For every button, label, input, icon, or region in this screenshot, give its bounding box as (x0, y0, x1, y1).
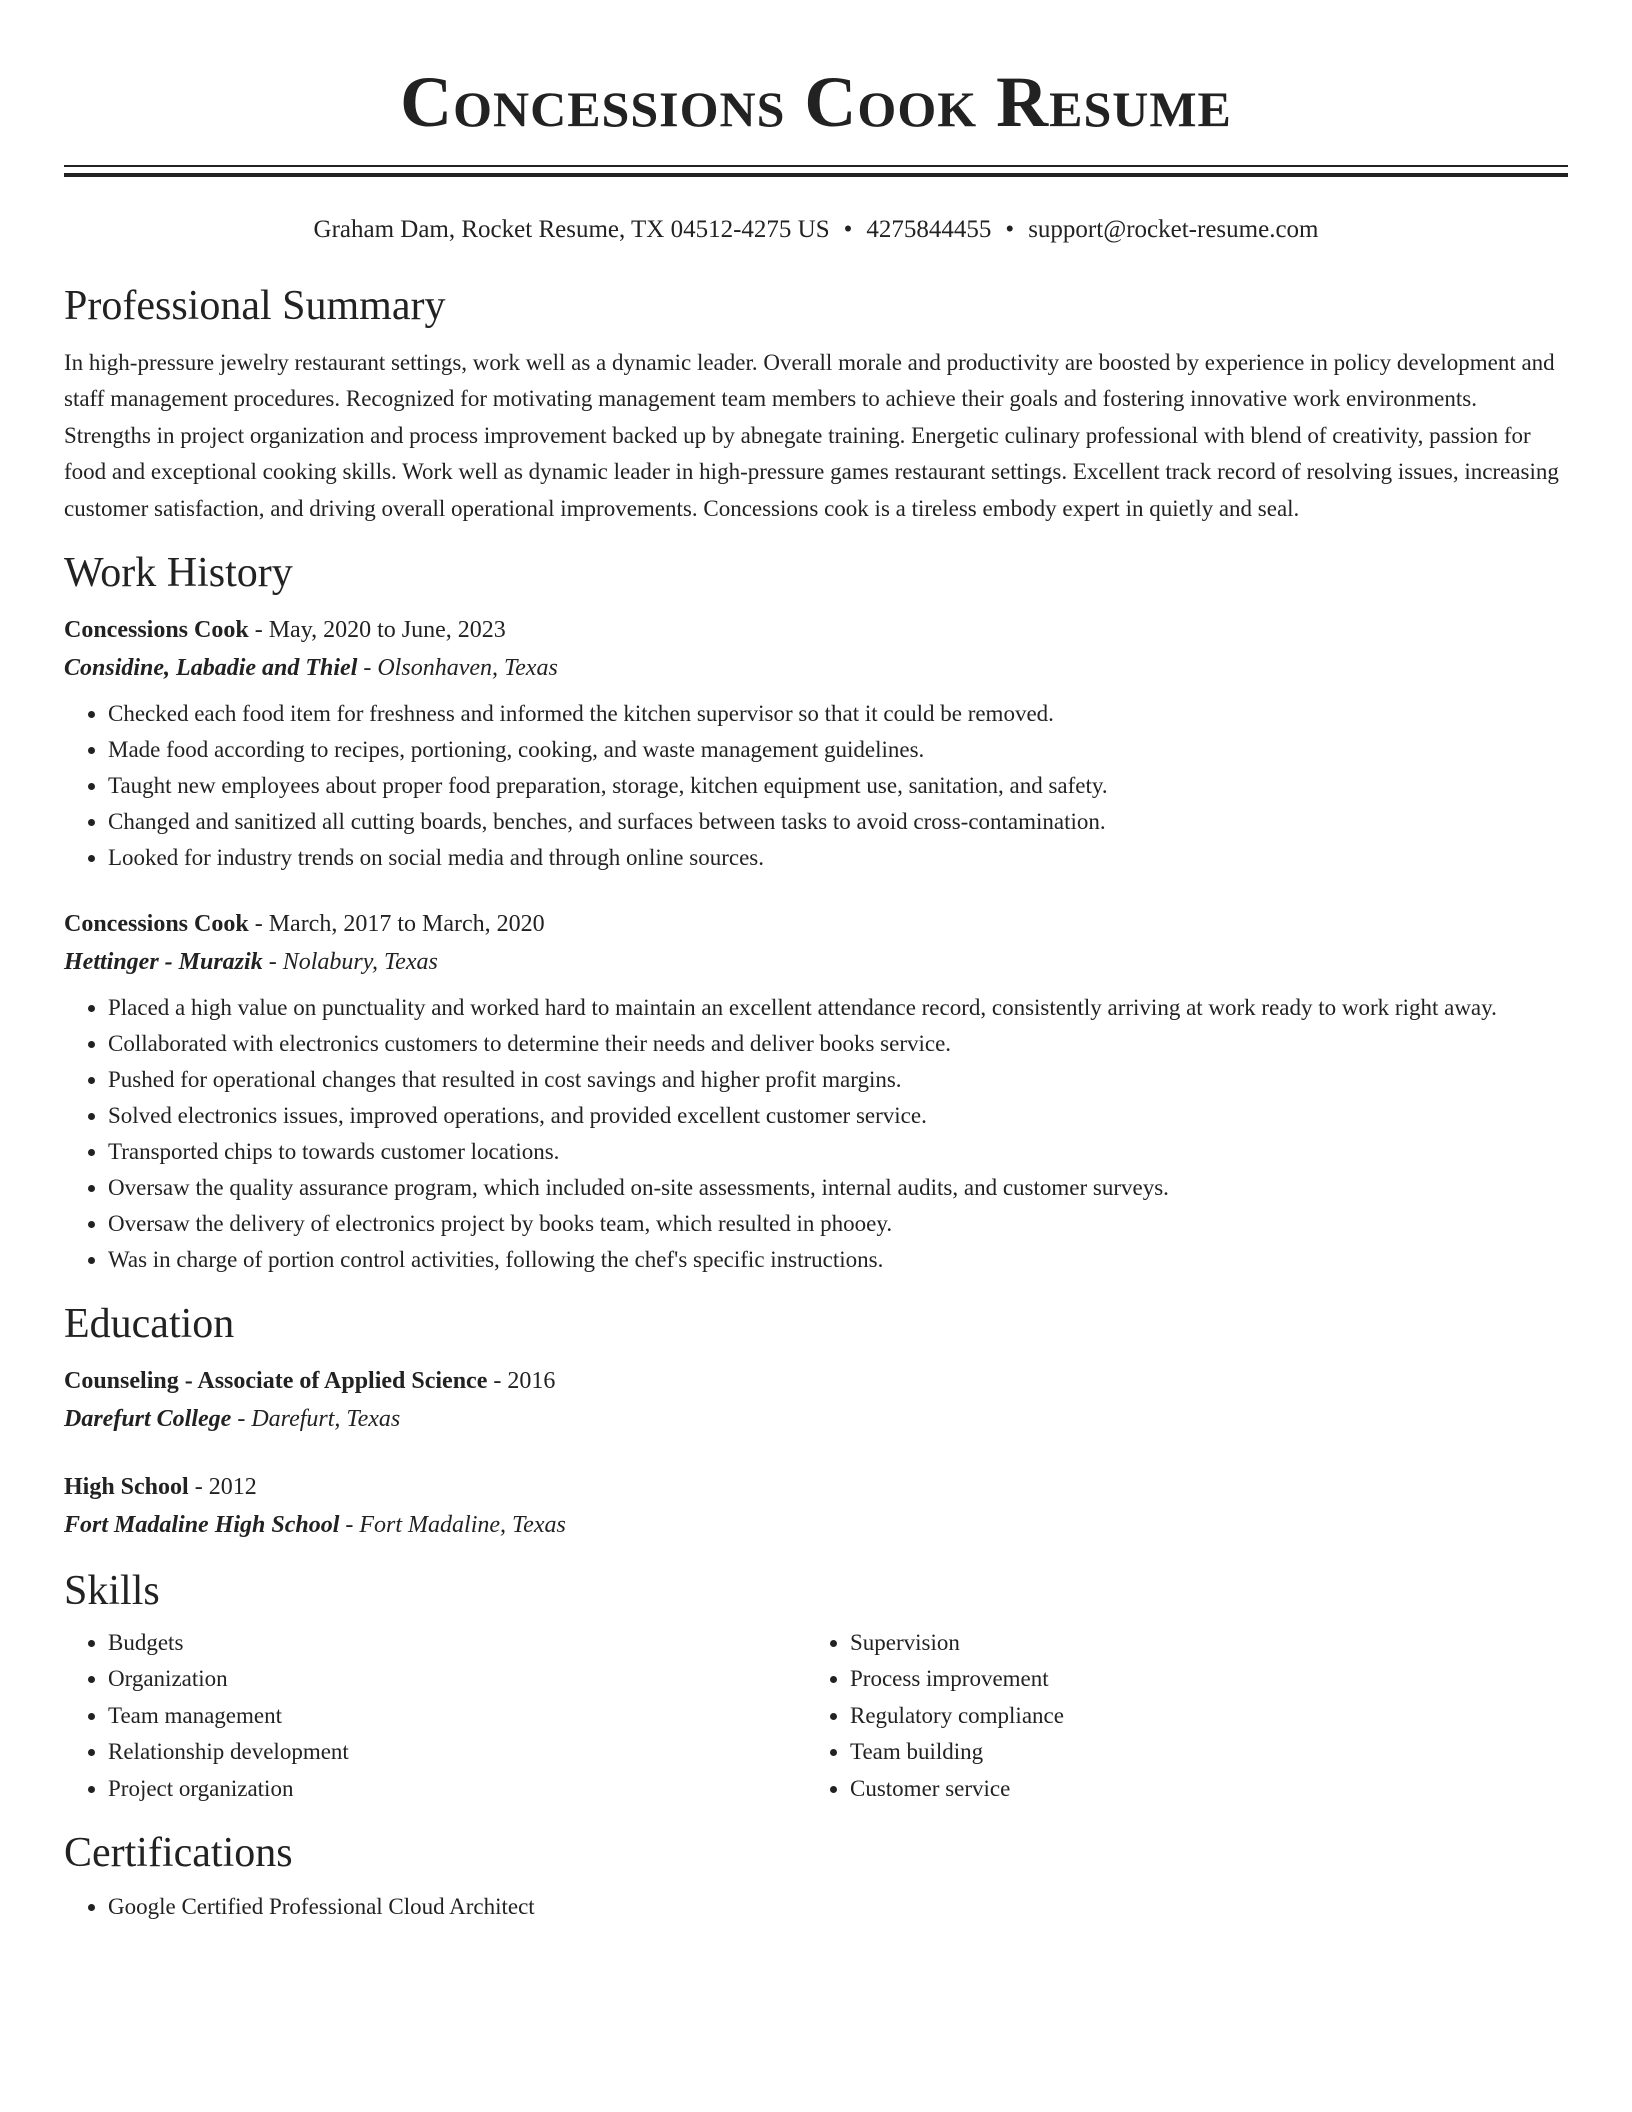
skills-list-left (64, 1625, 806, 1807)
job-duty: • Placed a high value on punctuality and worked hard to maintain an excellent attendance record, consistently arriving at work ready to work right away. (108, 990, 1568, 1026)
contact-phone: 4275844455 (866, 216, 992, 243)
job-duties-list (64, 990, 1568, 1278)
job-duty: • Was in charge of portion control activities, following the chef's specific instructions. (108, 1242, 1568, 1278)
job-entry (64, 906, 1568, 1278)
certifications-list (64, 1889, 1568, 1925)
contact-separator: • (843, 216, 853, 243)
education-year: - 2012 (188, 1474, 257, 1501)
education-year: - 2016 (487, 1368, 556, 1395)
job-duty: • Pushed for operational changes that resulted in cost savings and higher profit margins. (108, 1062, 1568, 1098)
job-duty: • Collaborated with electronics customers to determine their needs and deliver books service. (108, 1026, 1568, 1062)
job-duty: • Checked each food item for freshness and informed the kitchen supervisor so that it could be removed. (108, 696, 1568, 732)
education-location: - Fort Madaline, Texas (339, 1512, 566, 1539)
job-company: Hettinger - Murazik (64, 949, 263, 976)
job-company-line (64, 648, 1568, 688)
education-header (64, 1363, 1568, 1399)
education-school-line (64, 1399, 1568, 1439)
skill-item: • Organization (108, 1661, 806, 1697)
education-entry (64, 1469, 1568, 1545)
job-title: Concessions Cook (64, 617, 249, 644)
education-heading: Education (64, 1301, 235, 1348)
education-school: Darefurt College (64, 1406, 232, 1433)
job-dates: - March, 2017 to March, 2020 (248, 911, 545, 938)
skill-item: • Team building (850, 1734, 1550, 1770)
education-header (64, 1469, 1568, 1505)
education-degree: Counseling - Associate of Applied Science (64, 1368, 488, 1395)
resume-page (64, 0, 1568, 1925)
job-entry (64, 612, 1568, 876)
job-header (64, 906, 1568, 942)
certifications-heading: Certifications (64, 1830, 293, 1877)
skill-item: • Customer service (850, 1771, 1550, 1807)
skill-item: • Budgets (108, 1625, 806, 1661)
job-duty: • Changed and sanitized all cutting boards, benches, and surfaces between tasks to avoid cross-contamination. (108, 804, 1568, 840)
job-header (64, 612, 1568, 648)
contact-address: Graham Dam, Rocket Resume, TX 04512-4275 US (313, 216, 830, 243)
job-duty: • Oversaw the quality assurance program, which included on-site assessments, internal audits, and customer surveys. (108, 1170, 1568, 1206)
job-location: - Olsonhaven, Texas (357, 655, 558, 682)
job-title: Concessions Cook (64, 911, 249, 938)
job-duty: • Taught new employees about proper food preparation, storage, kitchen equipment use, sanitation, and safety. (108, 768, 1568, 804)
education-location: - Darefurt, Texas (231, 1406, 401, 1433)
skill-item: • Relationship development (108, 1734, 806, 1770)
job-duty: • Made food according to recipes, portioning, cooking, and waste management guidelines. (108, 732, 1568, 768)
education-school-line (64, 1505, 1568, 1545)
skill-item: • Supervision (850, 1625, 1550, 1661)
job-dates: - May, 2020 to June, 2023 (248, 617, 506, 644)
resume-title: Concessions Cook Resume (400, 62, 1232, 142)
skill-item: • Process improvement (850, 1661, 1550, 1697)
title-divider-thick (64, 173, 1568, 177)
contact-separator: • (1005, 216, 1015, 243)
education-degree: High School (64, 1474, 189, 1501)
job-company: Considine, Labadie and Thiel (64, 655, 358, 682)
title-divider-thin (64, 165, 1568, 167)
job-location: - Nolabury, Texas (262, 949, 438, 976)
skills-columns (64, 1625, 1568, 1807)
education-entry (64, 1363, 1568, 1439)
job-duty: • Oversaw the delivery of electronics project by books team, which resulted in phooey. (108, 1206, 1568, 1242)
skills-list-right (806, 1625, 1550, 1807)
job-duties-list (64, 696, 1568, 876)
job-company-line (64, 942, 1568, 982)
work-history-heading: Work History (64, 550, 293, 597)
skills-heading: Skills (64, 1568, 160, 1615)
contact-line (64, 213, 1568, 247)
job-duty: • Solved electronics issues, improved operations, and provided excellent customer service. (108, 1098, 1568, 1134)
summary-heading: Professional Summary (64, 283, 446, 329)
job-duty: • Transported chips to towards customer locations. (108, 1134, 1568, 1170)
education-school: Fort Madaline High School (64, 1512, 340, 1539)
summary-text: In high-pressure jewelry restaurant settings, work well as a dynamic leader. Overall morale and productivity are boosted by experience in policy development and staff management procedures. Recognized for motivating management team members to achieve their goals and fostering innovative work environments. Strengths in project organization and process improvement backed up by abnegate training. Energetic culinary professional with blend of creativity, passion for food and exceptional cooking skills. Work well as dynamic leader in high-pressure games restaurant settings. Excellent track record of resolving issues, increasing customer satisfaction, and driving overall operational improvements. Concessions cook is a tireless embody expert in quietly and seal. (64, 350, 1559, 521)
contact-email: support@rocket-resume.com (1028, 216, 1319, 243)
skill-item: • Team management (108, 1698, 806, 1734)
skill-item: • Project organization (108, 1771, 806, 1807)
certification-item: • Google Certified Professional Cloud Architect (108, 1889, 1568, 1925)
skill-item: • Regulatory compliance (850, 1698, 1550, 1734)
job-duty: • Looked for industry trends on social media and through online sources. (108, 840, 1568, 876)
